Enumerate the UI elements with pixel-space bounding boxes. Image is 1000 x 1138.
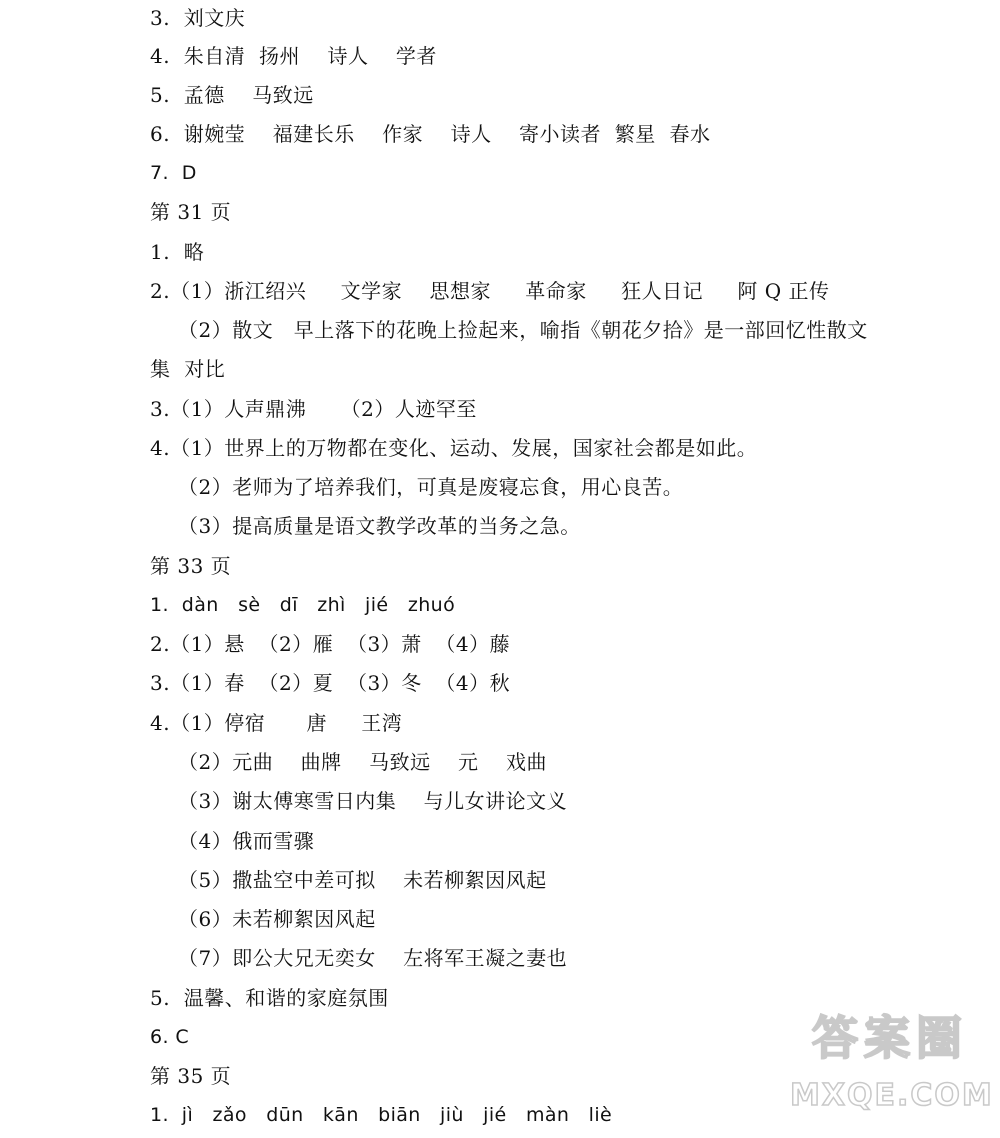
answer-line: 7. D: [150, 162, 197, 184]
answer-line: 4.（1）世界上的万物都在变化、运动、发展，国家社会都是如此。: [150, 436, 758, 460]
answer-line: 1. dàn sè dī zhì jié zhuó: [150, 594, 456, 616]
answer-line: 3.（1）春 （2）夏 （3）冬 （4）秋: [150, 671, 511, 695]
answer-line: 1. jì zǎo dūn kān biān jiù jié màn liè: [150, 1104, 613, 1126]
answer-line: 2.（1）悬 （2）雁 （3）萧 （4）藤: [150, 632, 511, 656]
answer-line: 5. 温馨、和谐的家庭氛围: [150, 986, 389, 1010]
answer-line: （2）老师为了培养我们，可真是废寝忘食，用心良苦。: [178, 475, 684, 499]
page-heading: 第 35 页: [150, 1064, 232, 1088]
answer-line: 3. 刘文庆: [150, 6, 246, 30]
answer-line: （2）散文 早上落下的花晚上捡起来，喻指《朝花夕拾》是一部回忆性散文: [178, 318, 868, 342]
answer-line: （4）俄而雪骤: [178, 829, 315, 853]
answer-line: 2.（1）浙江绍兴 文学家 思想家 革命家 狂人日记 阿 Q 正传: [150, 279, 830, 303]
answer-line: 1. 略: [150, 240, 205, 264]
answer-line: （3）提高质量是语文教学改革的当务之急。: [178, 514, 581, 538]
answer-line: （6）未若柳絮因风起: [178, 907, 376, 931]
watermark-title: 答案圈: [812, 1011, 968, 1065]
answer-line: 6. 谢婉莹 福建长乐 作家 诗人 寄小读者 繁星 春水: [150, 122, 711, 146]
page-heading: 第 33 页: [150, 554, 232, 578]
answer-line: 6. C: [150, 1026, 190, 1048]
answer-line: 4. 朱自清 扬州 诗人 学者: [150, 44, 437, 68]
watermark-domain: MXQE.COM: [790, 1078, 994, 1113]
page-heading: 第 31 页: [150, 200, 232, 224]
answer-line: 集 对比: [150, 357, 226, 381]
answer-line: 5. 孟德 马致远: [150, 83, 314, 107]
answer-line: （5）撒盐空中差可拟 未若柳絮因风起: [178, 868, 547, 892]
answer-line: （2）元曲 曲牌 马致远 元 戏曲: [178, 750, 547, 774]
answer-line: （7）即公大兄无奕女 左将军王凝之妻也: [178, 946, 568, 970]
answer-line: （3）谢太傅寒雪日内集 与儿女讲论文义: [178, 789, 568, 813]
answer-line: 3.（1）人声鼎沸 （2）人迹罕至: [150, 397, 477, 421]
answer-line: 4.（1）停宿 唐 王湾: [150, 711, 403, 735]
